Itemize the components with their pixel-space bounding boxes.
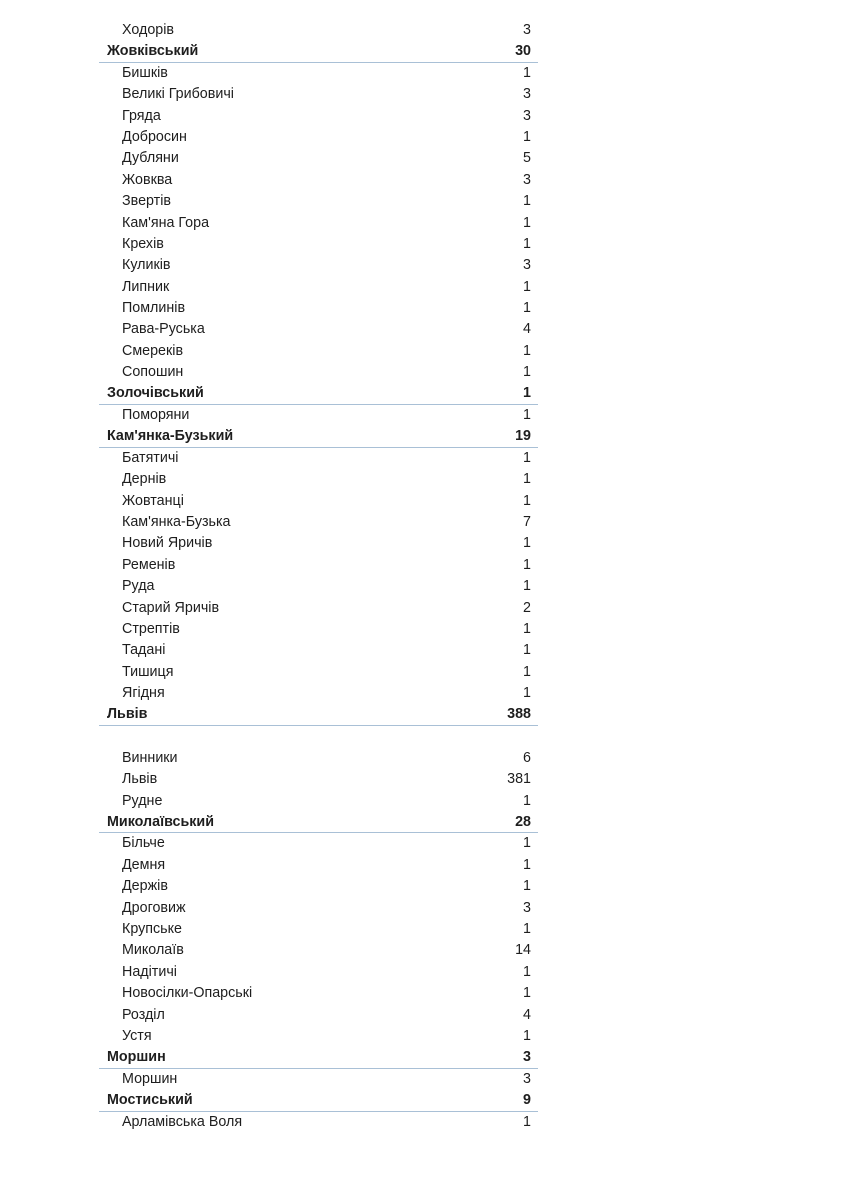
settlement-row: [99, 512, 538, 533]
settlement-name: Тадані: [122, 642, 166, 659]
settlement-row: [99, 1112, 538, 1133]
settlement-count: 1: [523, 128, 531, 145]
settlement-row: [99, 791, 538, 812]
settlement-row: [99, 213, 538, 234]
settlement-name: Крупське: [122, 921, 182, 938]
settlement-row: [99, 84, 538, 105]
district-name: Львів: [107, 706, 148, 722]
settlement-count-table: [99, 20, 538, 1133]
settlement-row: [99, 319, 538, 340]
settlement-count: 1: [523, 921, 531, 938]
settlement-count: 1: [523, 835, 531, 852]
settlement-name: Звертів: [122, 193, 171, 210]
settlement-count: 1: [523, 578, 531, 595]
district-total-row: [99, 1047, 538, 1068]
settlement-row: [99, 919, 538, 940]
settlement-count: 3: [523, 107, 531, 124]
district-name: Кам'янка-Бузький: [107, 427, 234, 444]
settlement-name: Липник: [122, 278, 170, 295]
settlement-name: Розділ: [122, 1006, 165, 1023]
settlement-count: 1: [523, 407, 531, 424]
settlement-count: 1: [523, 685, 531, 702]
settlement-row: [99, 1026, 538, 1047]
settlement-row: [99, 405, 538, 426]
settlement-count: 4: [523, 1006, 531, 1023]
settlement-row: [99, 277, 538, 298]
settlement-name: Тишиця: [122, 663, 174, 680]
settlement-count: 2: [523, 599, 531, 616]
settlement-row: [99, 491, 538, 512]
settlement-row: [99, 833, 538, 854]
settlement-row: [99, 255, 538, 276]
settlement-name: Смереків: [122, 342, 184, 359]
settlement-count: 1: [523, 856, 531, 873]
settlement-count: 1: [523, 364, 531, 381]
settlement-count: 3: [523, 86, 531, 103]
settlement-count: 1: [523, 792, 531, 809]
settlement-count: 3: [523, 899, 531, 916]
settlement-name: Батятичі: [122, 449, 179, 466]
settlement-name: Моршин: [122, 1070, 178, 1087]
settlement-count: 1: [523, 471, 531, 488]
settlement-row: [99, 683, 538, 704]
settlement-count: 1: [523, 620, 531, 637]
settlement-count: 1: [523, 193, 531, 210]
settlement-count: 1: [523, 985, 531, 1002]
district-count: 3: [523, 1048, 531, 1065]
settlement-count: 6: [523, 749, 531, 766]
district-name: Жовківський: [107, 42, 199, 59]
settlement-row: [99, 63, 538, 84]
settlement-row: [99, 876, 538, 897]
district-count: 388: [507, 706, 531, 722]
district-count: 1: [523, 385, 531, 402]
settlement-count: 1: [523, 278, 531, 295]
settlement-count: 3: [523, 257, 531, 274]
settlement-row: [99, 619, 538, 640]
district-name: Мостиський: [107, 1091, 193, 1108]
settlement-name: Устя: [122, 1027, 152, 1044]
settlement-name: Старий Яричів: [122, 599, 220, 616]
settlement-count: 381: [507, 771, 531, 788]
settlement-name: Стрептів: [122, 620, 180, 637]
settlement-name: Жовква: [122, 171, 173, 188]
settlement-count: 1: [523, 878, 531, 895]
settlement-name: Кам'янка-Бузька: [122, 513, 231, 530]
settlement-row: [99, 469, 538, 490]
settlement-name: Новий Яричів: [122, 535, 213, 552]
settlement-row: [99, 191, 538, 212]
district-name: Золочівський: [107, 385, 204, 402]
settlement-row: [99, 898, 538, 919]
settlement-count: 1: [523, 214, 531, 231]
settlement-row: [99, 148, 538, 169]
district-count: 28: [515, 813, 531, 830]
settlement-count: 5: [523, 150, 531, 167]
settlement-count: 3: [523, 22, 531, 38]
settlement-name: Дубляни: [122, 150, 179, 167]
settlement-name: Арламівська Воля: [122, 1113, 243, 1130]
district-total-row: [99, 705, 538, 726]
settlement-count: 1: [523, 1027, 531, 1044]
settlement-count: 1: [523, 235, 531, 252]
district-name: Миколаївський: [107, 813, 215, 830]
district-total-row: [99, 1090, 538, 1111]
settlement-row: [99, 855, 538, 876]
settlement-count: 1: [523, 642, 531, 659]
settlement-count: 4: [523, 321, 531, 338]
district-total-row: [99, 41, 538, 62]
settlement-name: Куликів: [122, 257, 171, 274]
spacer-row: [99, 726, 538, 748]
settlement-row: [99, 20, 538, 41]
settlement-row: [99, 748, 538, 769]
settlement-count: 3: [523, 1070, 531, 1087]
settlement-row: [99, 555, 538, 576]
settlement-row: [99, 940, 538, 961]
settlement-name: Демня: [122, 856, 166, 873]
settlement-row: [99, 1069, 538, 1090]
settlement-row: [99, 298, 538, 319]
settlement-count: 1: [523, 300, 531, 317]
settlement-row: [99, 170, 538, 191]
settlement-row: [99, 640, 538, 661]
settlement-row: [99, 1005, 538, 1026]
district-count: 9: [523, 1091, 531, 1108]
settlement-name: Більче: [122, 835, 165, 852]
settlement-row: [99, 598, 538, 619]
settlement-name: Держів: [122, 878, 168, 895]
settlement-name: Дроговиж: [122, 899, 186, 916]
settlement-name: Помлинів: [122, 300, 186, 317]
settlement-name: Дернів: [122, 471, 167, 488]
settlement-name: Рава-Руська: [122, 321, 205, 338]
settlement-count: 1: [523, 663, 531, 680]
settlement-name: Крехів: [122, 235, 164, 252]
settlement-name: Новосілки-Опарські: [122, 985, 253, 1002]
settlement-name: Ягідня: [122, 685, 165, 702]
settlement-row: [99, 662, 538, 683]
settlement-row: [99, 362, 538, 383]
settlement-row: [99, 448, 538, 469]
settlement-row: [99, 769, 538, 790]
settlement-row: [99, 576, 538, 597]
settlement-count: 1: [523, 492, 531, 509]
settlement-row: [99, 962, 538, 983]
settlement-name: Винники: [122, 749, 178, 766]
settlement-count: 1: [523, 1113, 531, 1130]
settlement-count: 1: [523, 449, 531, 466]
settlement-count: 1: [523, 342, 531, 359]
settlement-name: Великі Грибовичі: [122, 86, 234, 103]
settlement-count: 14: [515, 942, 531, 959]
settlement-name: Рудне: [122, 792, 163, 809]
settlement-name: Ходорів: [122, 22, 175, 38]
settlement-name: Львів: [122, 771, 158, 788]
district-count: 30: [515, 42, 531, 59]
settlement-row: [99, 983, 538, 1004]
settlement-count: 3: [523, 171, 531, 188]
settlement-name: Руда: [122, 578, 155, 595]
settlement-count: 1: [523, 535, 531, 552]
settlement-name: Добросин: [122, 128, 187, 145]
settlement-row: [99, 127, 538, 148]
settlement-row: [99, 234, 538, 255]
district-count: 19: [515, 427, 531, 444]
settlement-count: 7: [523, 513, 531, 530]
settlement-count: 1: [523, 556, 531, 573]
district-total-row: [99, 812, 538, 833]
settlement-count: 1: [523, 64, 531, 81]
settlement-name: Надітичі: [122, 963, 177, 980]
settlement-name: Бишків: [122, 64, 168, 81]
settlement-count: 1: [523, 963, 531, 980]
settlement-name: Кам'яна Гора: [122, 214, 210, 231]
district-name: Моршин: [107, 1048, 166, 1065]
settlement-name: Поморяни: [122, 407, 190, 424]
district-total-row: [99, 384, 538, 405]
settlement-row: [99, 106, 538, 127]
settlement-name: Сопошин: [122, 364, 184, 381]
settlement-name: Гряда: [122, 107, 161, 124]
settlement-row: [99, 533, 538, 554]
settlement-row: [99, 341, 538, 362]
settlement-name: Ременів: [122, 556, 176, 573]
settlement-name: Миколаїв: [122, 942, 184, 959]
district-total-row: [99, 426, 538, 447]
settlement-name: Жовтанці: [122, 492, 184, 509]
